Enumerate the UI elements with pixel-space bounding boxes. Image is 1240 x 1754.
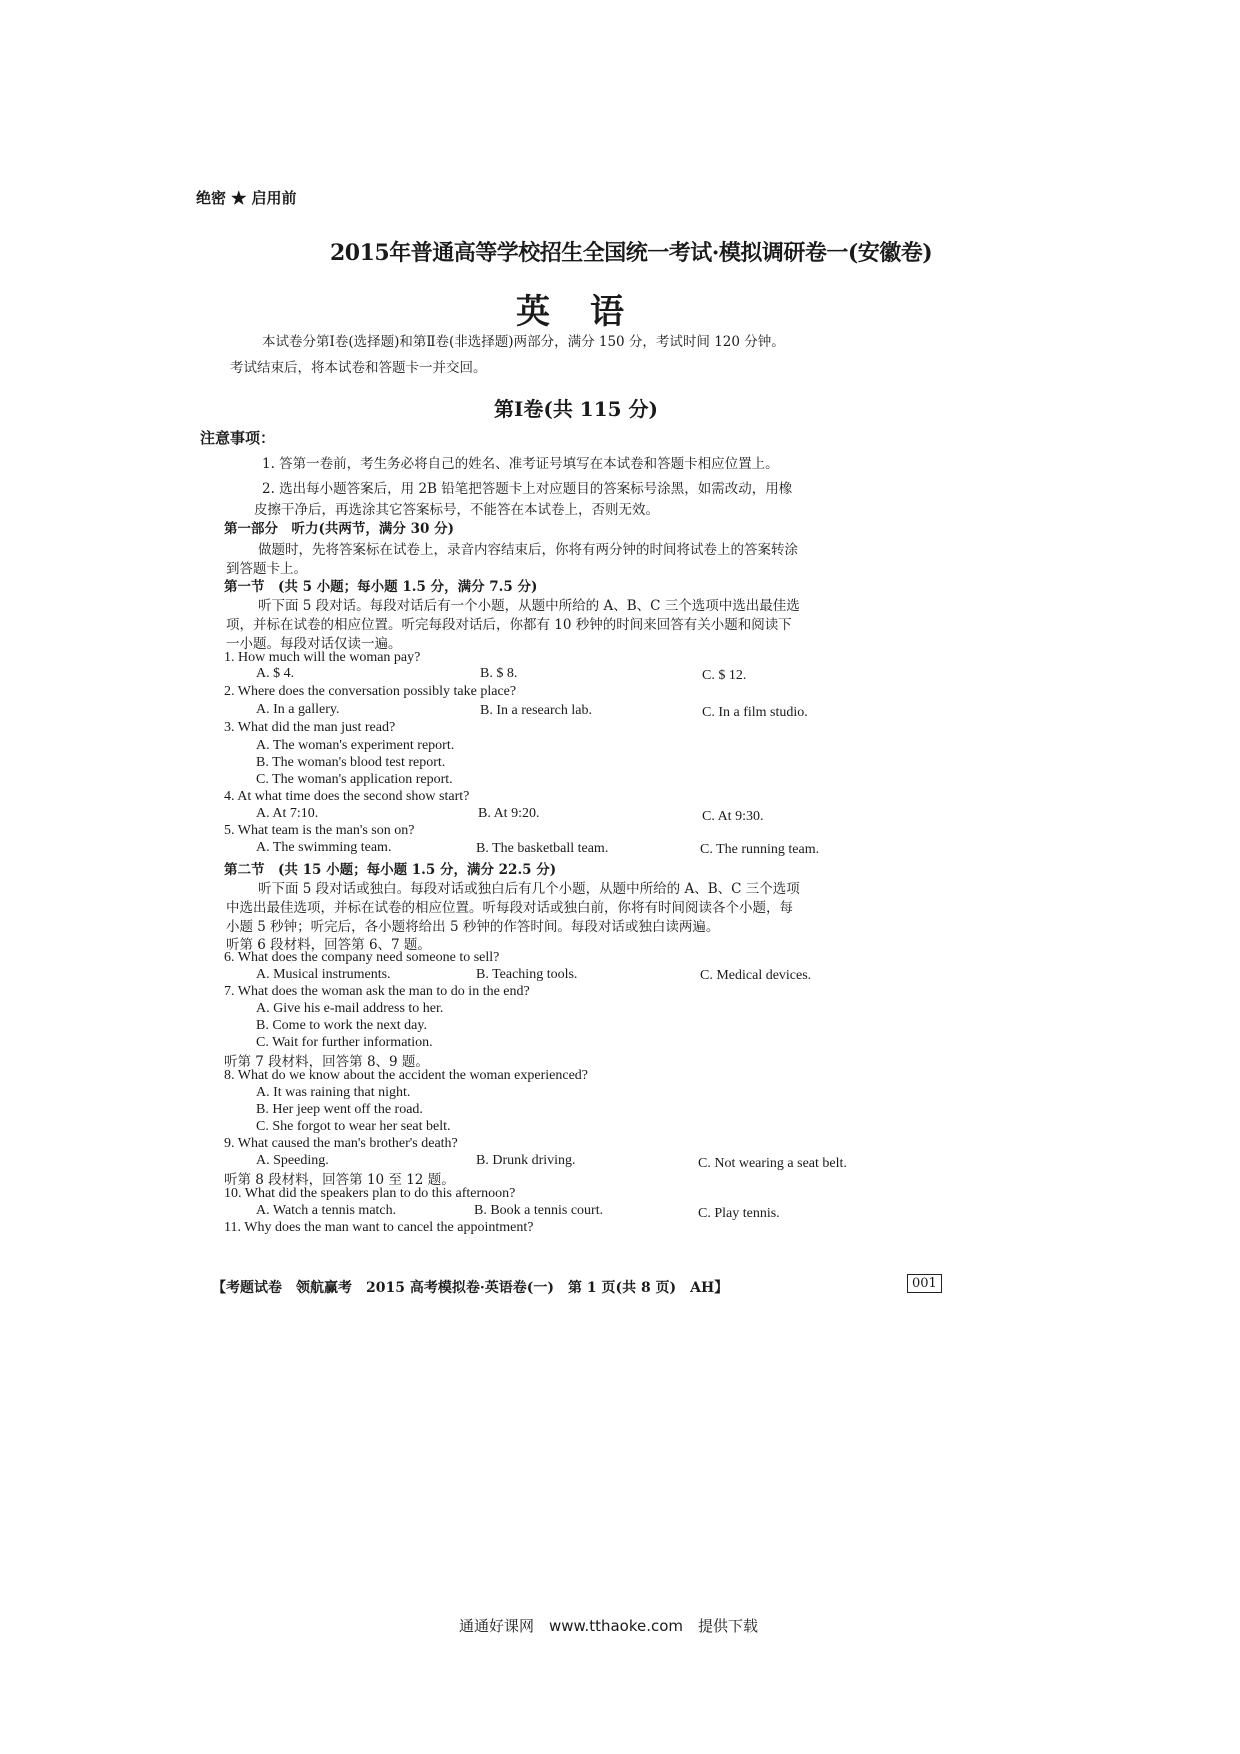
question-3-option-b: B. The woman's blood test report. — [256, 755, 446, 770]
exam-title: 2015年普通高等学校招生全国统一考试·模拟调研卷一(安徽卷) — [330, 240, 933, 266]
question-9-option-a: A. Speeding. — [256, 1153, 329, 1168]
part1-intro-line-1: 做题时，先将答案标在试卷上，录音内容结束后，你将有两分钟的时间将试卷上的答案转涂 — [258, 542, 798, 558]
question-3-option-a: A. The woman's experiment report. — [256, 738, 455, 753]
secret-mark: 绝密 ★ 启用前 — [196, 189, 297, 207]
footer-code-box: 001 — [907, 1274, 942, 1293]
question-9-option-b: B. Drunk driving. — [476, 1153, 576, 1168]
question-9-option-c: C. Not wearing a seat belt. — [698, 1156, 847, 1171]
question-5: 5. What team is the man's son on? — [224, 823, 415, 838]
question-2-option-c: C. In a film studio. — [702, 705, 808, 720]
question-4: 4. At what time does the second show start? — [224, 789, 470, 804]
question-1-option-c: C. $ 12. — [702, 668, 747, 683]
question-1-option-b: B. $ 8. — [480, 666, 518, 681]
question-10-option-c: C. Play tennis. — [698, 1206, 780, 1221]
question-1-option-a: A. $ 4. — [256, 666, 295, 681]
question-5-option-a: A. The swimming team. — [256, 840, 392, 855]
question-7-option-a: A. Give his e-mail address to her. — [256, 1001, 444, 1016]
question-6: 6. What does the company need someone to sell? — [224, 950, 500, 965]
part1-title: 第一部分 听力(共两节，满分 30 分) — [224, 521, 454, 537]
listen-material-6: 听第 6 段材料，回答第 6、7 题。 — [226, 937, 431, 953]
exam-intro-line-2: 考试结束后，将本试卷和答题卡一并交回。 — [230, 360, 487, 376]
section2-instruction-line-3: 小题 5 秒钟；听完后，各小题将给出 5 秒钟的作答时间。每段对话或独白读两遍。 — [226, 919, 720, 935]
question-2-option-b: B. In a research lab. — [480, 703, 592, 718]
part1-intro-line-2: 到答题卡上。 — [226, 561, 307, 577]
question-7: 7. What does the woman ask the man to do in the end? — [224, 984, 530, 999]
notes-item-2-line-2: 皮擦干净后，再选涂其它答案标号，不能答在本试卷上，否则无效。 — [254, 502, 659, 518]
question-5-option-b: B. The basketball team. — [476, 841, 609, 856]
question-2: 2. Where does the conversation possibly take place? — [224, 684, 517, 699]
question-1: 1. How much will the woman pay? — [224, 650, 421, 665]
question-2-option-a: A. In a gallery. — [256, 702, 340, 717]
question-3-option-c: C. The woman's application report. — [256, 772, 453, 787]
question-9: 9. What caused the man's brother's death? — [224, 1136, 458, 1151]
listen-material-8: 听第 8 段材料，回答第 10 至 12 题。 — [224, 1172, 455, 1188]
notes-item-2-line-1: 2. 选出每小题答案后，用 2B 铅笔把答题卡上对应题目的答案标号涂黑，如需改动，用橡 — [262, 481, 793, 497]
section2-title: 第二节 (共 15 小题；每小题 1.5 分，满分 22.5 分) — [224, 862, 557, 878]
question-4-option-b: B. At 9:20. — [478, 806, 540, 821]
question-8: 8. What do we know about the accident the woman experienced? — [224, 1068, 588, 1083]
question-8-option-c: C. She forgot to wear her seat belt. — [256, 1119, 451, 1134]
question-8-option-a: A. It was raining that night. — [256, 1085, 411, 1100]
notes-item-1: 1. 答第一卷前，考生务必将自己的姓名、准考证号填写在本试卷和答题卡相应位置上。 — [262, 456, 779, 472]
subject-title: 英语 — [516, 292, 664, 332]
section2-instruction-line-1: 听下面 5 段对话或独白。每段对话或独白后有几个小题，从题中所给的 A、B、C 三个选项 — [258, 881, 800, 897]
notes-heading: 注意事项： — [200, 429, 276, 447]
question-4-option-a: A. At 7:10. — [256, 806, 319, 821]
question-7-option-b: B. Come to work the next day. — [256, 1018, 427, 1033]
question-10-option-a: A. Watch a tennis match. — [256, 1203, 397, 1218]
question-5-option-c: C. The running team. — [700, 842, 820, 857]
page-footer: 【考题试卷 领航赢考 2015 高考模拟卷·英语卷(一) 第 1 页(共 8 页) AH】 — [212, 1280, 729, 1296]
section2-instruction-line-2: 中选出最佳选项，并标在试卷的相应位置。听每段对话或独白前，你将有时间阅读各个小题，每 — [226, 900, 793, 916]
download-credit: 通通好课网 www.tthaoke.com 提供下载 — [459, 1617, 759, 1635]
section1-instruction-line-1: 听下面 5 段对话。每段对话后有一个小题，从题中所给的 A、B、C 三个选项中选出最佳选 — [258, 598, 800, 614]
question-7-option-c: C. Wait for further information. — [256, 1035, 433, 1050]
question-3: 3. What did the man just read? — [224, 720, 396, 735]
question-6-option-c: C. Medical devices. — [700, 968, 812, 983]
question-6-option-b: B. Teaching tools. — [476, 967, 578, 982]
question-10: 10. What did the speakers plan to do this afternoon? — [224, 1186, 516, 1201]
section1-instruction-line-3: 一小题。每段对话仅读一遍。 — [226, 636, 402, 652]
question-11: 11. Why does the man want to cancel the appointment? — [224, 1220, 534, 1235]
question-6-option-a: A. Musical instruments. — [256, 967, 391, 982]
section1-title: 第一节 (共 5 小题；每小题 1.5 分，满分 7.5 分) — [224, 579, 538, 595]
question-10-option-b: B. Book a tennis court. — [474, 1203, 604, 1218]
question-8-option-b: B. Her jeep went off the road. — [256, 1102, 423, 1117]
question-4-option-c: C. At 9:30. — [702, 809, 764, 824]
listen-material-7: 听第 7 段材料，回答第 8、9 题。 — [224, 1054, 429, 1070]
section1-instruction-line-2: 项，并标在试卷的相应位置。听完每段对话后，你都有 10 秒钟的时间来回答有关小题和阅读下 — [226, 617, 792, 633]
exam-intro-line-1: 本试卷分第Ⅰ卷(选择题)和第Ⅱ卷(非选择题)两部分，满分 150 分，考试时间 120 分钟。 — [262, 334, 785, 350]
volume-title: 第Ⅰ卷(共 115 分) — [494, 397, 658, 421]
